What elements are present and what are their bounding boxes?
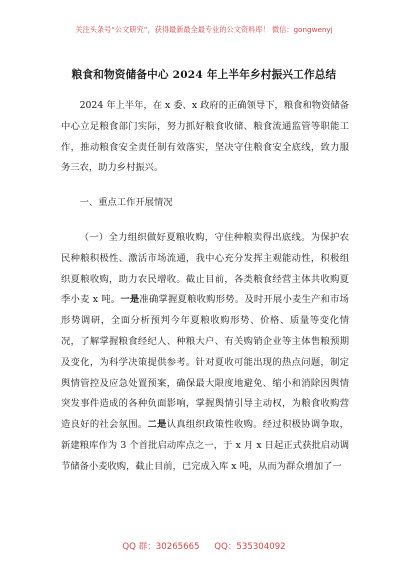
document-body: [61, 96, 349, 478]
paragraph-text: 准确掌握夏粮收购形势。及时开展小麦生产和市场形势调研，全面分析预判今年夏粮收购形势、价格、质量等变化情况，了解掌握粮食经纪人、种粮大户、有关购销企业等主体售粮预期及变化，为科学决策提供参考。针对夏收可能出现的热点问题，制定舆情管控及应急处置预案，确保最大限度地避免、缩小和消除因舆情突发事件造成的各种负面影响，掌握舆情引导主动权，为粮食收购营造良好的社会氛围。: [61, 294, 349, 431]
intro-paragraph: 2024 年上半年，在 x 委、x 政府的正确领导下，粮食和物资储备中心立足粮食部门实际，努力抓好粮食收储、粮食流通监管等职能工作，推动粮食安全责任制有效落实，坚决守住粮食安全底线，致力服务三农，助力乡村振兴。: [61, 100, 349, 174]
document-title: 粮食和物资储备中心 2024 年上半年乡村振兴工作总结: [71, 69, 337, 81]
qq-group: QQ 群：30265665: [122, 542, 200, 552]
paragraph-bold-marker: 二是: [147, 419, 167, 431]
qq-number: QQ：535304092: [214, 542, 286, 552]
paragraph-text: （一）全力组织做好夏粮收购，守住种粮卖得出底线。为保护农民种粮积极性、激活市场流通，我中心充分发挥主观能动性，积极组织夏粮收购，助力农民增收。截止目前，各类粮食经营主体共收购夏季小麦 x 吨。: [61, 231, 349, 306]
section-paragraph: [61, 228, 349, 478]
paragraph-text: 认真组织政策性收购。经过积极协调争取，新建粮库作为 3 个首批启动库点之一，于 x 月 x 日起正式获批启动调节储备小麦收购，截止目前，已完成入库 x 吨，从而为群众增加了一: [61, 419, 349, 472]
paragraph-bold-marker: 一是: [120, 294, 140, 306]
footer-contact: [0, 540, 408, 552]
header-promo-note: 关注头条号“公文研究”，获得最新最全最专业的公文资料库！ 微信：gongwenyj: [75, 25, 333, 34]
section-heading: 一、重点工作开展情况: [79, 197, 173, 209]
